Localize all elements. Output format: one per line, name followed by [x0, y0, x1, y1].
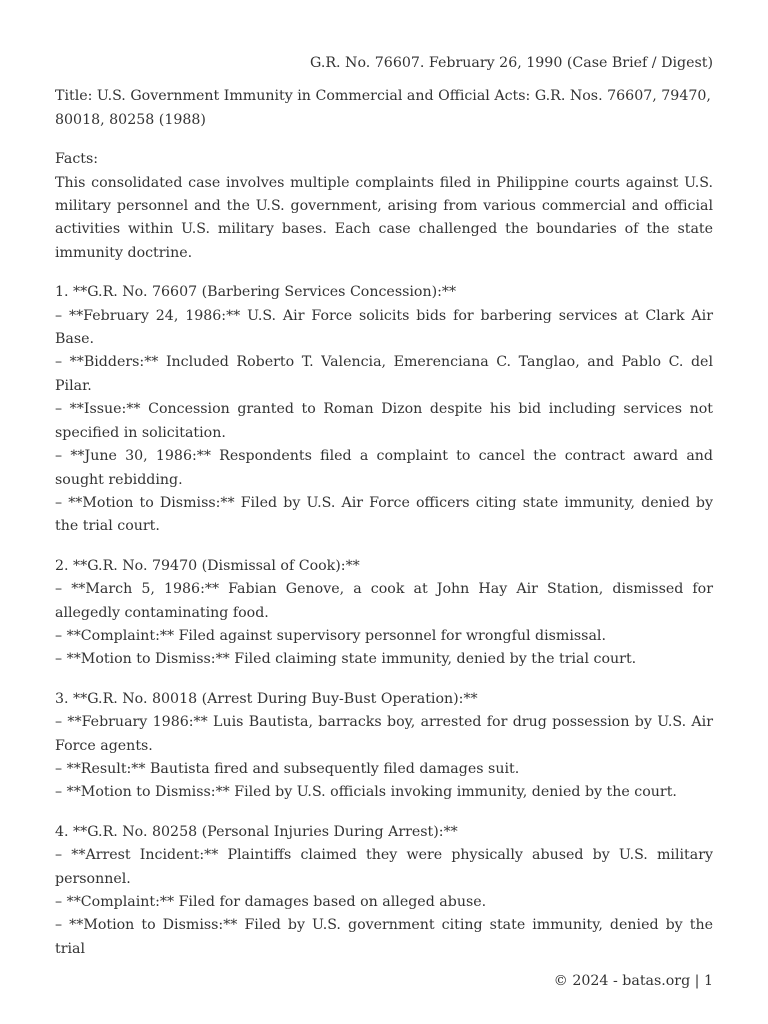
- list-item: – **Complaint:** Filed for damages based on alleged abuse.: [55, 894, 487, 910]
- document-title: Title: U.S. Government Immunity in Commercial and Official Acts: G.R. Nos. 76607, 79470, 80018, 80258 (1988): [55, 88, 711, 128]
- list-item: – **Result:** Bautista fired and subsequently filed damages suit.: [55, 760, 520, 777]
- list-item: – **Motion to Dismiss:** Filed claiming state immunity, denied by the trial court.: [55, 651, 637, 668]
- list-item: – **June 30, 1986:** Respondents filed a complaint to cancel the contract award and sought rebidding.: [55, 448, 713, 488]
- list-item: – **February 24, 1986:** U.S. Air Force solicits bids for barbering services at Clark Air Base.: [55, 307, 713, 348]
- list-item: – **Complaint:** Filed against supervisory personnel for wrongful dismissal.: [55, 627, 606, 644]
- facts-label: Facts:: [55, 151, 99, 168]
- list-item: – **Bidders:** Included Roberto T. Valencia, Emerenciana C. Tanglao, and Pablo C. del Pilar.: [55, 354, 713, 394]
- list-item: – **March 5, 1986:** Fabian Genove, a cook at John Hay Air Station, dismissed for allegedly contaminating food.: [55, 581, 713, 621]
- page-footer: © 2024 - batas.org | 1: [553, 973, 713, 989]
- list-item: – **Motion to Dismiss:** Filed by U.S. Air Force officers citing state immunity, denied by the trial court.: [55, 494, 713, 535]
- section-heading: 2. **G.R. No. 79470 (Dismissal of Cook):**: [55, 557, 360, 574]
- list-item: – **Issue:** Concession granted to Roman Dizon despite his bid including services not specified in solicitation.: [55, 401, 713, 441]
- section-heading: 1. **G.R. No. 76607 (Barbering Services Concession):**: [55, 284, 457, 301]
- section-heading: 3. **G.R. No. 80018 (Arrest During Buy-Bust Operation):**: [55, 690, 478, 707]
- case-section-1: [55, 281, 713, 538]
- document-page: [55, 52, 713, 977]
- case-section-3: [55, 688, 713, 805]
- list-item: – **February 1986:** Luis Bautista, barracks boy, arrested for drug possession by U.S. Air Force agents.: [55, 714, 713, 754]
- case-section-4: [55, 821, 713, 961]
- facts-paragraph: This consolidated case involves multiple complaints filed in Philippine courts against U.S. military personnel and the U.S. government, arising from various commercial and official activities within U.S. military bases. Each case challenged the boundaries of the state immunity doctrine.: [55, 174, 713, 261]
- case-section-2: [55, 555, 713, 672]
- list-item: – **Motion to Dismiss:** Filed by U.S. officials invoking immunity, denied by the court.: [55, 784, 677, 801]
- document-header: G.R. No. 76607. February 26, 1990 (Case Brief / Digest): [310, 55, 713, 71]
- section-heading: 4. **G.R. No. 80258 (Personal Injuries During Arrest):**: [55, 823, 458, 840]
- list-item: – **Motion to Dismiss:** Filed by U.S. government citing state immunity, denied by the trial: [55, 917, 713, 957]
- list-item: – **Arrest Incident:** Plaintiffs claimed they were physically abused by U.S. military personnel.: [55, 847, 713, 887]
